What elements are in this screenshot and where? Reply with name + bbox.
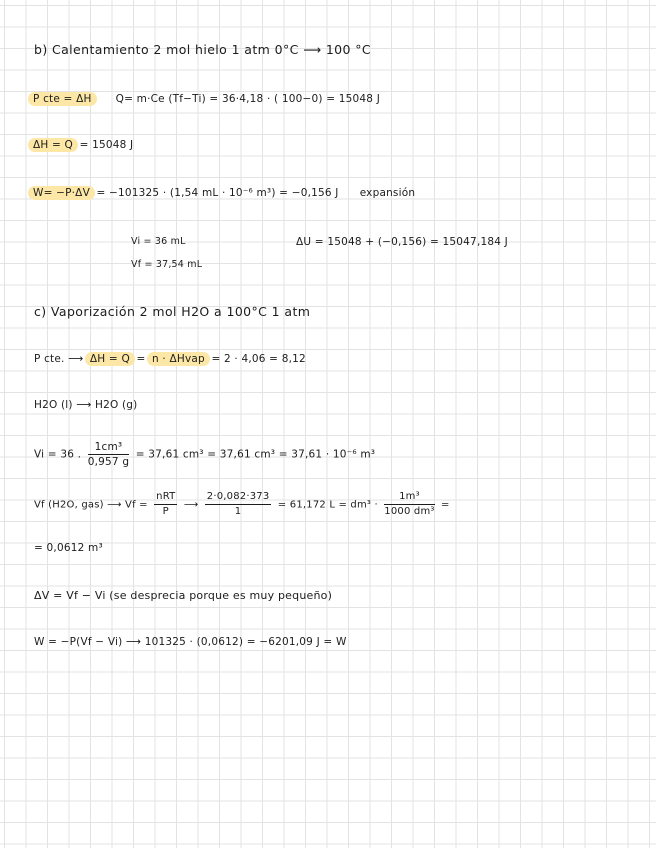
- delta-volume-note: ΔV = Vf − Vi (se desprecia porque es muy pequeño): [34, 589, 333, 602]
- vap-enthalpy-value: = 2 · 4,06 = 8,12: [211, 353, 306, 365]
- work-vaporization: W = −P(Vf − Vi) ⟶ 101325 · (0,0612) = −6201,09 J = W: [34, 636, 347, 648]
- highlight-dh-q: ΔH = Q: [28, 138, 78, 152]
- final-volume: Vf = 37,54 mL: [131, 259, 203, 270]
- heat-equation: Q= m·Ce (Tf−Ti) = 36·4,18 · ( 100−0) = 15048 J: [115, 93, 380, 105]
- ideal-gas-values-fraction: [205, 491, 272, 518]
- p-denominator: P: [162, 506, 169, 517]
- phase-reaction: H2O (l) ⟶ H2O (g): [34, 399, 138, 411]
- arrow: ⟶: [183, 499, 199, 511]
- p-cte-label: P cte. ⟶: [34, 353, 84, 365]
- dm3-denominator: 1000 dm³: [384, 506, 435, 517]
- vaporization-enthalpy-line: [34, 352, 306, 366]
- vf-result: = 0,0612 m³: [34, 542, 103, 554]
- density-fraction: [88, 441, 129, 468]
- vf-label: Vf (H2O, gas) ⟶ Vf =: [34, 499, 148, 511]
- nrt-numerator: nRT: [154, 491, 177, 505]
- vi-result: = 37,61 cm³ = 37,61 cm³ = 37,61 · 10⁻⁶ m³: [135, 448, 376, 461]
- internal-energy: ΔU = 15048 + (−0,156) = 15047,184 J: [296, 236, 508, 248]
- unit-conversion-fraction: [384, 491, 434, 518]
- dh-value: = 15048 J: [79, 139, 134, 151]
- initial-volume: Vi = 36 mL: [131, 236, 186, 247]
- enthalpy-line: [30, 92, 380, 106]
- final-volume-calc: [34, 491, 450, 518]
- work-equation: = −101325 · (1,54 mL · 10⁻⁶ m³) = −0,156 J: [96, 187, 339, 199]
- expansion-note: expansión: [359, 187, 416, 199]
- work-line: [30, 186, 415, 200]
- dh-equals-q-line: [30, 138, 133, 152]
- values-denominator: 1: [234, 506, 242, 517]
- highlight-work: W= −P·ΔV: [28, 186, 95, 200]
- section-b-header: b) Calentamiento 2 mol hielo 1 atm 0°C ⟶ 100 °C: [34, 42, 372, 57]
- highlight-n-dhvap: n · ΔHvap: [147, 352, 210, 366]
- ideal-gas-fraction: [154, 491, 177, 518]
- m3-numerator: 1m³: [384, 491, 434, 505]
- vf-liters: = 61,172 L = dm³ ·: [277, 499, 378, 511]
- equals-sign: =: [136, 353, 146, 365]
- density-numerator: 1cm³: [88, 441, 129, 455]
- initial-volume-calc: [34, 441, 375, 468]
- values-numerator: 2·0,082·373: [205, 491, 272, 505]
- vi-label: Vi = 36 .: [34, 448, 82, 461]
- highlight-p-cte: P cte = ΔH: [28, 92, 97, 106]
- equals-end: =: [441, 499, 450, 511]
- section-c-header: c) Vaporización 2 mol H2O a 100°C 1 atm: [34, 304, 311, 319]
- highlight-dh-q-c: ΔH = Q: [85, 352, 135, 366]
- density-denominator: 0,957 g: [87, 456, 130, 468]
